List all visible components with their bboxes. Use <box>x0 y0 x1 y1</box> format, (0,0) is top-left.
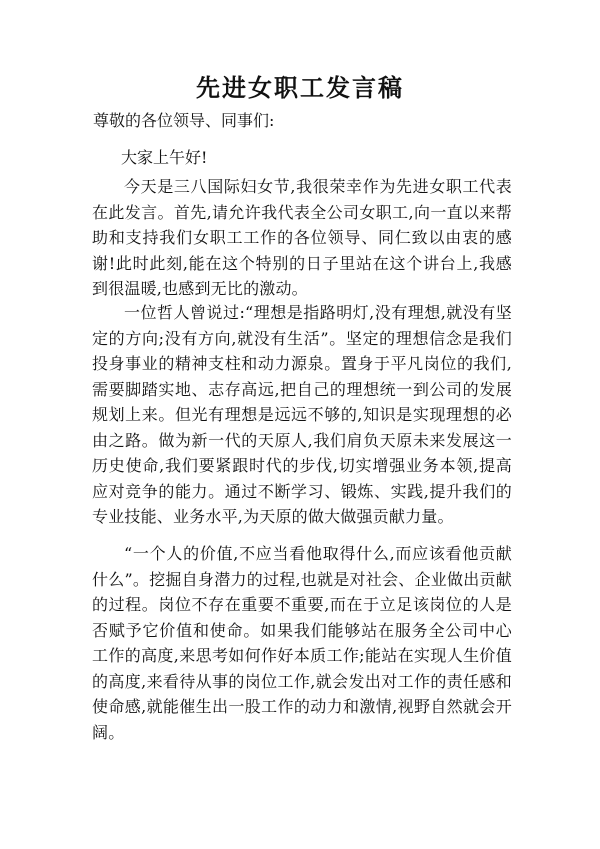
body-paragraph-3: “一个人的价值,不应当看他取得什么,而应该看他贡献什么”。挖掘自身潜力的过程,也就是对社会、企业做出贡献的过程。岗位不存在重要不重要,而在于立足该岗位的人是否赋予它价值和使命。如果我们能够站在服务全公司中心工作的高度,来思考如何作好本质工作;能站在实现人生价值的高度,来看待从事的岗位工作,就会发出对工作的责任感和使命感,就能催生出一股工作的动力和激情,视野自然就会开阔。 <box>92 544 512 742</box>
hello-line: 大家上午好! <box>121 148 208 167</box>
greeting-line: 尊敬的各位领导、同事们: <box>93 111 275 130</box>
document-title: 先进女职工发言稿 <box>196 73 404 102</box>
body-paragraph-2: 一位哲人曾说过:“理想是指路明灯,没有理想,就没有坚定的方向;没有方向,就没有生活”。坚定的理想信念是我们投身事业的精神支柱和动力源泉。置身于平凡岗位的我们,需要脚踏实地、志存高远,把自己的理想统一到公司的发展规划上来。但光有理想是远远不够的,知识是实现理想的必由之路。做为新一代的天原人,我们肩负天原未来发展这一历史使命,我们要紧跟时代的步伐,切实增强业务本领,提高应对竞争的能力。通过不断学习、锻炼、实践,提升我们的专业技能、业务水平,为天原的做大做强贡献力量。 <box>92 303 512 526</box>
body-paragraph-1: 今天是三八国际妇女节,我很荣幸作为先进女职工代表在此发言。首先,请允许我代表全公司女职工,向一直以来帮助和支持我们女职工工作的各位领导、同仁致以由衷的感谢!此时此刻,能在这个特别的日子里站在这个讲台上,我感到很温暖,也感到无比的激动。 <box>92 177 512 298</box>
